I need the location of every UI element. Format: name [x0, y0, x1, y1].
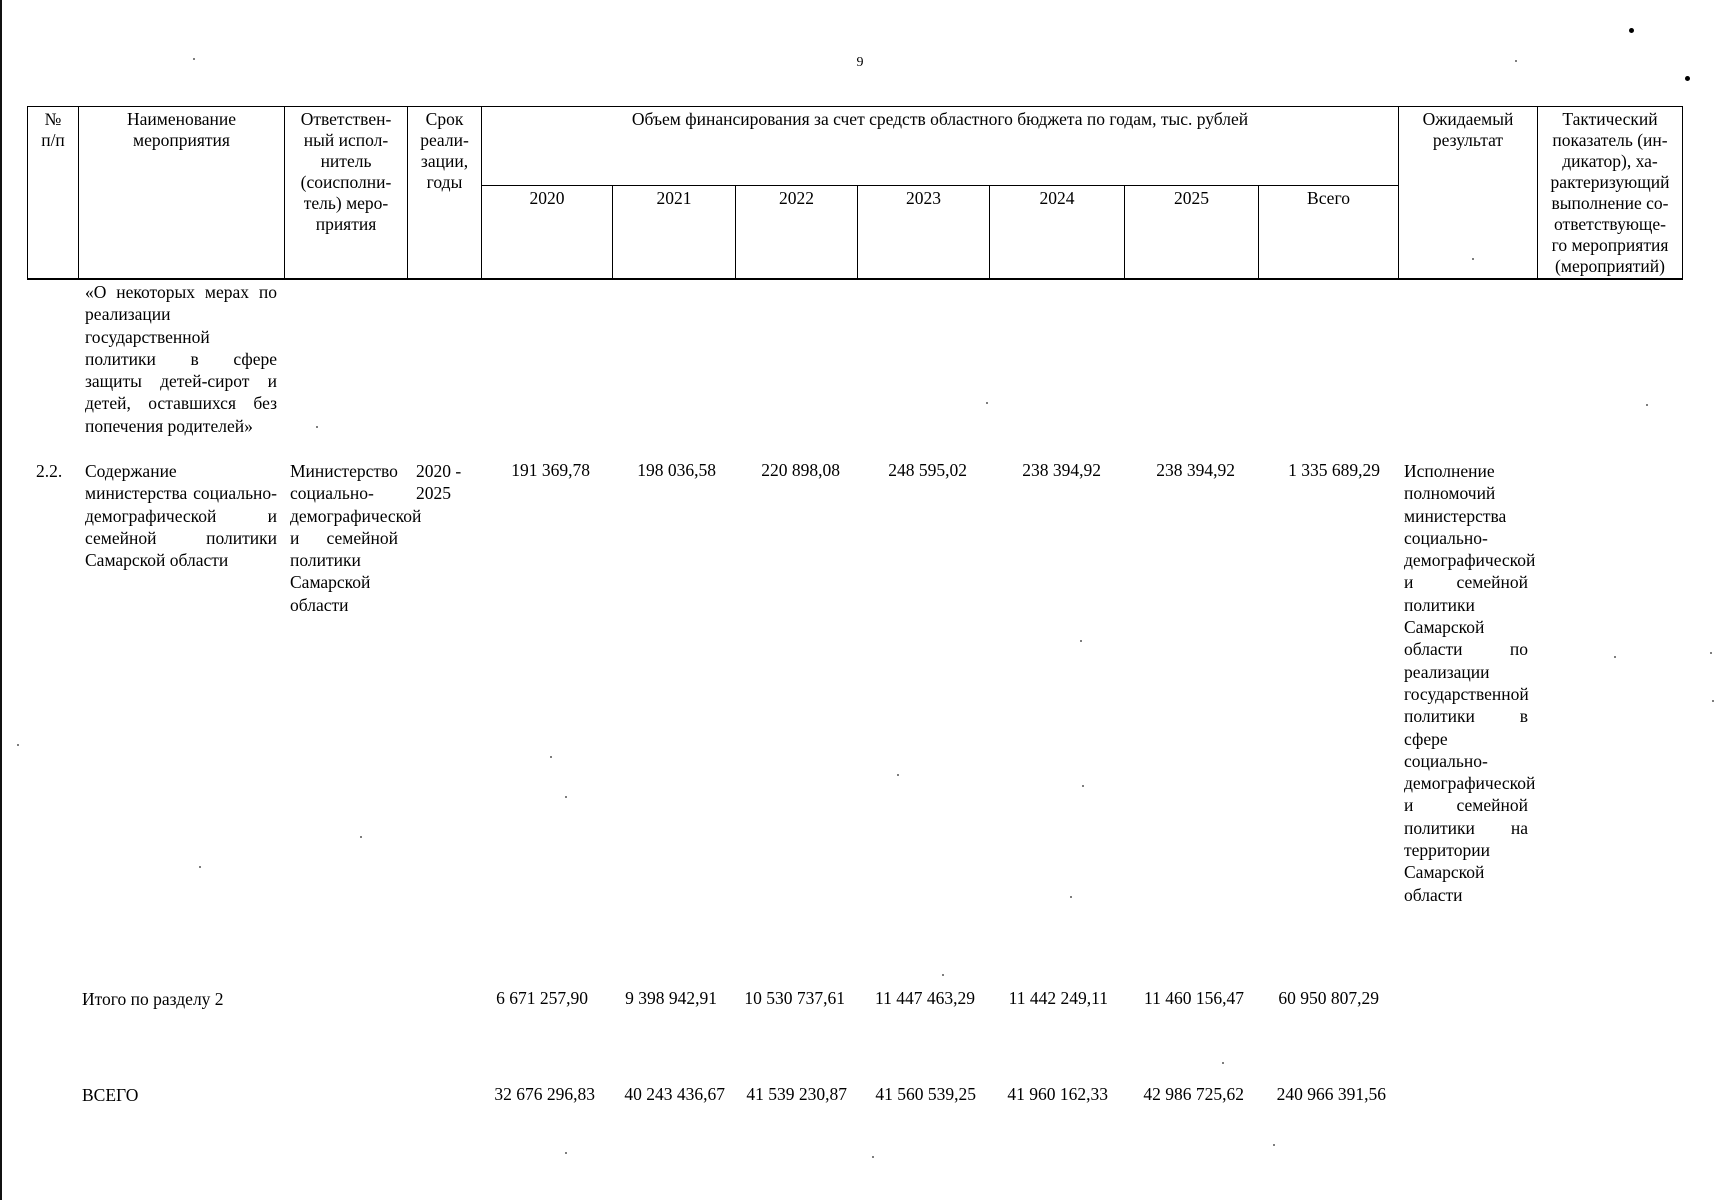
- page-number: 9: [856, 55, 864, 70]
- grand-total-2020: 32 676 296,83: [494, 1084, 595, 1104]
- row-value-2025: 238 394,92: [1156, 460, 1235, 480]
- header-executor: Ответствен- ный испол- нитель (соисполни- тель) меро- приятия: [284, 106, 408, 280]
- row-executor: Министерство социально-демографической и семейной политики Самарской области: [290, 461, 422, 615]
- section-total-2020: 6 671 257,90: [496, 988, 588, 1008]
- row-number: 2.2.: [36, 461, 63, 481]
- row-expected-result: Исполнение полномочий министерства социально-демографической и семейной политики Самарской области по реализации государственной политики в сфере социально-демографической и семейной политики на территории Самарской области: [1404, 461, 1536, 905]
- grand-total-2024: 41 960 162,33: [1007, 1084, 1108, 1104]
- scan-dot: [1685, 76, 1690, 81]
- scan-speck: [565, 1152, 567, 1154]
- scan-speck: [1472, 258, 1474, 260]
- scan-speck: [986, 402, 988, 404]
- continuation-text: «О некоторых мерах по реализации государственной политики в сфере защиты детей-сирот и детей, оставшихся без попечения родителей»: [85, 282, 277, 436]
- grand-total-2021: 40 243 436,67: [624, 1084, 725, 1104]
- header-year-2023: 2023: [857, 185, 990, 280]
- header-term: Срок реали- зации, годы: [407, 106, 482, 280]
- section-total-2024: 11 442 249,11: [1008, 988, 1108, 1008]
- section-total-label: Итого по разделу 2: [82, 989, 224, 1009]
- section-total-all: 60 950 807,29: [1278, 988, 1379, 1008]
- header-indicator: Тактический показатель (ин- дикатор), ха- рактеризующий выполнение со- ответствующе- го мероприятия (мероприятий): [1537, 106, 1683, 280]
- scan-speck: [1712, 700, 1714, 702]
- section-total-2023: 11 447 463,29: [875, 988, 975, 1008]
- scan-speck: [1614, 656, 1616, 658]
- row-value-2021: 198 036,58: [637, 460, 716, 480]
- scan-speck: [1273, 1144, 1275, 1146]
- header-num: № п/п: [27, 106, 79, 280]
- scan-speck: [1710, 652, 1712, 654]
- scan-speck: [1080, 640, 1082, 642]
- scan-speck: [942, 974, 944, 976]
- header-financing: Объем финансирования за счет средств областного бюджета по годам, тыс. рублей: [481, 106, 1399, 186]
- scan-speck: [565, 796, 567, 798]
- grand-total-2023: 41 560 539,25: [875, 1084, 976, 1104]
- scan-dot: [1629, 28, 1634, 33]
- header-name: Наименование мероприятия: [78, 106, 285, 280]
- grand-total-2025: 42 986 725,62: [1143, 1084, 1244, 1104]
- grand-total-2022: 41 539 230,87: [746, 1084, 847, 1104]
- row-value-2023: 248 595,02: [888, 460, 967, 480]
- scan-speck: [872, 1156, 874, 1158]
- header-year-2025: 2025: [1124, 185, 1259, 280]
- row-value-2020: 191 369,78: [511, 460, 590, 480]
- header-result: Ожидаемый результат: [1398, 106, 1538, 280]
- grand-total-all: 240 966 391,56: [1276, 1084, 1386, 1104]
- scan-speck: [316, 426, 318, 428]
- scan-speck: [550, 756, 552, 758]
- row-value-2024: 238 394,92: [1022, 460, 1101, 480]
- scan-speck: [1070, 896, 1072, 898]
- scan-speck: [1646, 404, 1648, 406]
- header-year-2022: 2022: [735, 185, 858, 280]
- row-term: 2020 - 2025: [416, 461, 462, 504]
- scan-speck: [897, 774, 899, 776]
- row-value-total: 1 335 689,29: [1288, 460, 1380, 480]
- header-year-2024: 2024: [989, 185, 1125, 280]
- scan-speck: [360, 836, 362, 838]
- scan-speck: [17, 744, 19, 746]
- grand-total-label: ВСЕГО: [82, 1085, 139, 1105]
- section-total-2025: 11 460 156,47: [1144, 988, 1244, 1008]
- scan-speck: [199, 866, 201, 868]
- row-value-2022: 220 898,08: [761, 460, 840, 480]
- scan-speck: [1515, 60, 1517, 62]
- section-total-2021: 9 398 942,91: [625, 988, 717, 1008]
- header-year-2021: 2021: [612, 185, 736, 280]
- row-name: Содержание министерства социально-демографической и семейной политики Самарской области: [85, 461, 277, 571]
- section-total-2022: 10 530 737,61: [744, 988, 845, 1008]
- header-year-2020: 2020: [481, 185, 613, 280]
- scan-speck: [1222, 1062, 1224, 1064]
- header-total: Всего: [1258, 185, 1399, 280]
- scan-speck: [1082, 785, 1084, 787]
- page-left-edge: [0, 0, 2, 1200]
- scan-speck: [193, 58, 195, 60]
